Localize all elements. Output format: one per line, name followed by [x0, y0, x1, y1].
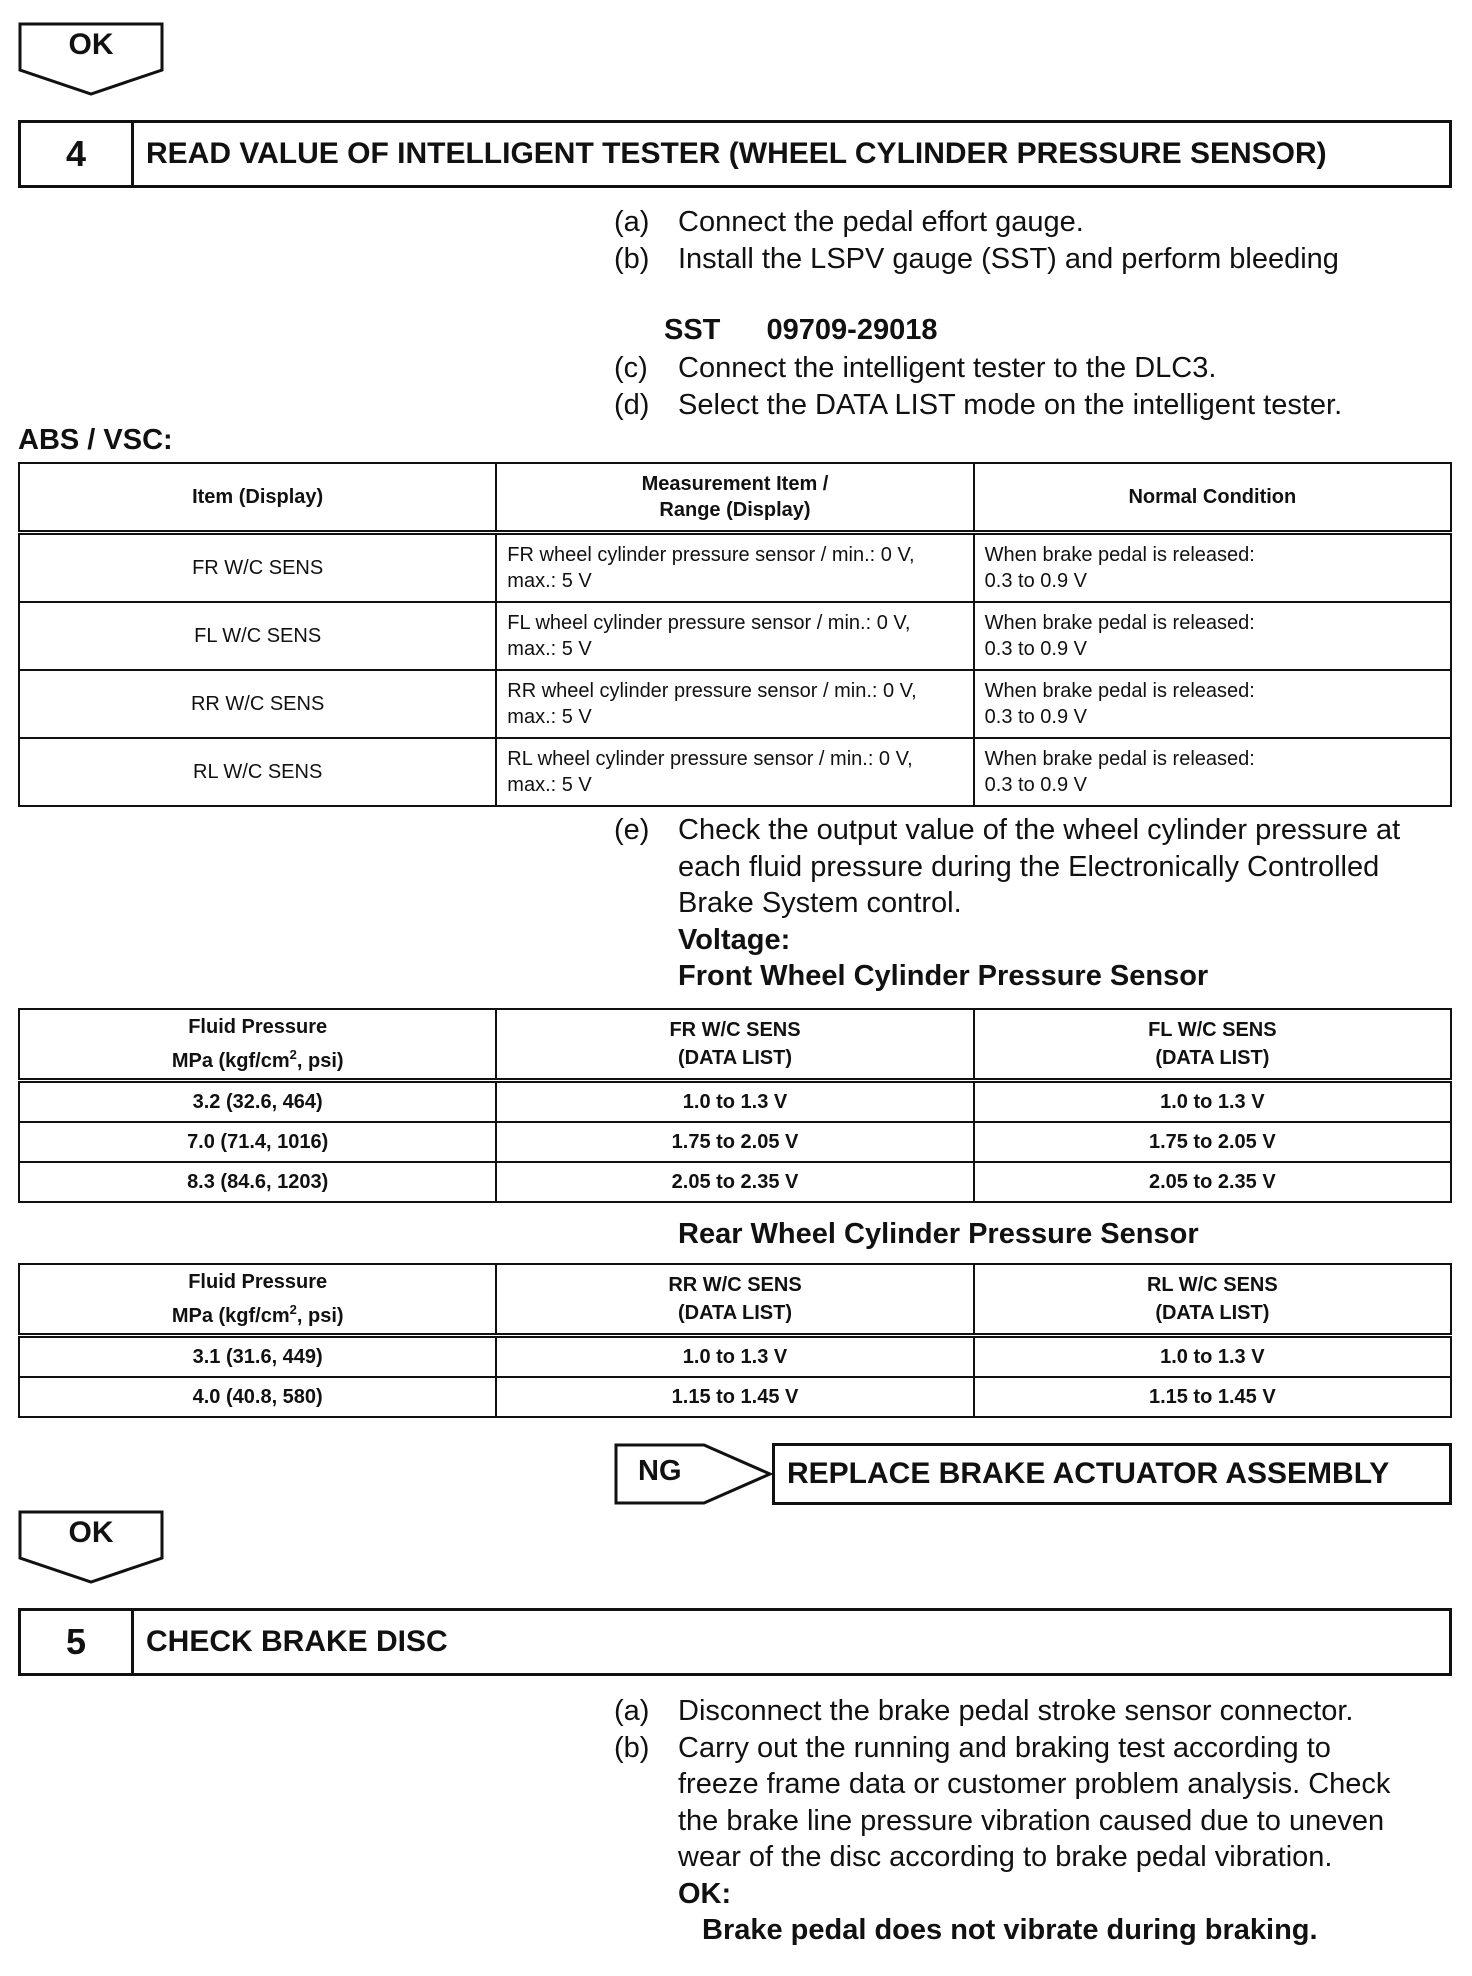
step-5-header — [18, 1608, 1452, 1676]
table-row — [19, 738, 1451, 806]
text-line: wear of the disc according to brake pedal vibration. — [678, 1841, 1333, 1873]
cell-line: 0.3 to 0.9 V — [984, 638, 1087, 660]
column-header: Normal Condition — [974, 463, 1451, 533]
step-4-procedure-e — [614, 812, 1458, 995]
ng-label: NG — [638, 1455, 682, 1487]
sst-label: SST — [664, 314, 721, 346]
rear-table-title: Rear Wheel Cylinder Pressure Sensor — [678, 1218, 1199, 1250]
ok-criteria-text: Brake pedal does not vibrate during braking. — [702, 1914, 1318, 1946]
item-cell: FL W/C SENS — [19, 602, 496, 670]
header-line: , psi) — [296, 1050, 344, 1072]
step-4-procedures-cd — [614, 350, 1458, 423]
procedure-letter: (c) — [614, 352, 648, 384]
header-line: Fluid Pressure — [188, 1016, 328, 1038]
step-number: 5 — [21, 1611, 134, 1673]
voltage-cell: 1.0 to 1.3 V — [974, 1081, 1451, 1123]
procedure-row — [614, 241, 1458, 278]
table-header-row — [19, 463, 1451, 533]
header-line: (DATA LIST) — [677, 1302, 793, 1324]
data-list-table — [18, 462, 1452, 807]
column-header — [19, 1264, 496, 1336]
procedure-text: Disconnect the brake pedal stroke sensor connector. — [678, 1695, 1354, 1727]
cell-line: 0.3 to 0.9 V — [984, 706, 1087, 728]
rear-sensor-table — [18, 1263, 1452, 1418]
header-line: RL W/C SENS — [1146, 1274, 1278, 1296]
range-cell — [496, 602, 973, 670]
header-line: Measurement Item / — [641, 473, 829, 495]
section-label: ABS / VSC: — [18, 424, 173, 456]
header-line: Fluid Pressure — [188, 1271, 328, 1293]
header-line: FR W/C SENS — [669, 1019, 801, 1041]
header-line: (DATA LIST) — [1155, 1302, 1270, 1324]
text-line: Carry out the running and braking test according to — [678, 1731, 1331, 1764]
pressure-cell: 7.0 (71.4, 1016) — [19, 1122, 496, 1162]
column-header — [496, 463, 973, 533]
ng-tag — [614, 1443, 772, 1505]
range-cell — [496, 738, 973, 806]
superscript: 2 — [289, 1302, 297, 1317]
table-header-row — [19, 1009, 1451, 1081]
cell-line: RL wheel cylinder pressure sensor / min.: 0 V, — [507, 748, 913, 770]
voltage-cell: 2.05 to 2.35 V — [974, 1162, 1451, 1202]
procedure-row — [614, 812, 1458, 995]
header-line: RR W/C SENS — [668, 1274, 802, 1296]
voltage-cell: 2.05 to 2.35 V — [496, 1162, 973, 1202]
condition-cell — [974, 533, 1451, 603]
voltage-label: Voltage: — [678, 923, 791, 956]
procedure-text: Install the LSPV gauge (SST) and perform bleeding — [678, 242, 1339, 275]
column-header: Item (Display) — [19, 463, 496, 533]
cell-line: When brake pedal is released: — [984, 680, 1255, 702]
item-cell: FR W/C SENS — [19, 533, 496, 603]
table-row — [19, 602, 1451, 670]
column-header — [496, 1009, 973, 1081]
procedure-letter: (b) — [614, 1731, 650, 1764]
table-row — [19, 533, 1451, 603]
sst-line — [664, 314, 937, 347]
table-row — [19, 1336, 1451, 1378]
table-row — [19, 670, 1451, 738]
pressure-cell: 3.1 (31.6, 449) — [19, 1336, 496, 1378]
cell-line: 0.3 to 0.9 V — [984, 774, 1087, 796]
table-row — [19, 1377, 1451, 1417]
voltage-cell: 1.0 to 1.3 V — [974, 1336, 1451, 1378]
procedure-text: Connect the intelligent tester to the DLC3. — [678, 352, 1217, 384]
condition-cell — [974, 670, 1451, 738]
column-header — [19, 1009, 496, 1081]
header-line: Range (Display) — [659, 499, 811, 521]
procedure-letter: (b) — [614, 242, 650, 275]
item-cell: RR W/C SENS — [19, 670, 496, 738]
procedure-letter: (a) — [614, 1695, 650, 1727]
item-cell: RL W/C SENS — [19, 738, 496, 806]
front-sensor-table — [18, 1008, 1452, 1203]
header-line: MPa (kgf/cm — [171, 1050, 290, 1072]
voltage-cell: 1.15 to 1.45 V — [974, 1377, 1451, 1417]
procedure-text: Connect the pedal effort gauge. — [678, 206, 1084, 238]
sst-number: 09709-29018 — [766, 314, 938, 346]
table-row — [19, 1081, 1451, 1123]
cell-line: When brake pedal is released: — [984, 544, 1255, 566]
voltage-cell: 1.0 to 1.3 V — [496, 1081, 973, 1123]
step-number: 4 — [21, 123, 134, 185]
step-title: CHECK BRAKE DISC — [146, 1625, 448, 1658]
ng-action-box: REPLACE BRAKE ACTUATOR ASSEMBLY — [772, 1443, 1452, 1505]
table-header-row — [19, 1264, 1451, 1336]
header-line: (DATA LIST) — [677, 1047, 793, 1069]
ok-tag-bottom — [18, 1506, 164, 1586]
step-title: READ VALUE OF INTELLIGENT TESTER (WHEEL CYLINDER PRESSURE SENSOR) — [146, 137, 1327, 170]
table-row — [19, 1122, 1451, 1162]
cell-line: FR wheel cylinder pressure sensor / min.: 0 V, — [507, 544, 915, 566]
ok-label: OK — [68, 28, 114, 61]
header-line: MPa (kgf/cm — [171, 1305, 290, 1327]
front-table-title: Front Wheel Cylinder Pressure Sensor — [678, 960, 1209, 992]
range-cell — [496, 533, 973, 603]
cell-line: max.: 5 V — [507, 570, 592, 592]
pressure-cell: 3.2 (32.6, 464) — [19, 1081, 496, 1123]
text-line: each fluid pressure during the Electronically Controlled — [678, 850, 1380, 883]
text-line: the brake line pressure vibration caused due to uneven — [678, 1804, 1385, 1837]
voltage-cell: 1.0 to 1.3 V — [496, 1336, 973, 1378]
cell-line: max.: 5 V — [507, 638, 592, 660]
cell-line: max.: 5 V — [507, 774, 592, 796]
procedure-text — [678, 812, 1458, 995]
procedure-letter: (d) — [614, 388, 650, 421]
procedure-row — [614, 387, 1458, 424]
procedure-text — [678, 1730, 1458, 1949]
cell-line: FL wheel cylinder pressure sensor / min.: 0 V, — [507, 612, 911, 634]
procedure-row — [614, 1693, 1458, 1730]
procedure-row — [614, 1730, 1458, 1949]
cell-line: 0.3 to 0.9 V — [984, 570, 1087, 592]
procedure-row — [614, 204, 1458, 241]
pressure-cell: 8.3 (84.6, 1203) — [19, 1162, 496, 1202]
ok-criteria-label: OK: — [678, 1877, 732, 1910]
header-line: FL W/C SENS — [1148, 1019, 1277, 1041]
column-header — [974, 1264, 1451, 1336]
procedure-letter: (a) — [614, 206, 650, 238]
text-line: Check the output value of the wheel cylinder pressure at — [678, 814, 1401, 846]
voltage-cell: 1.15 to 1.45 V — [496, 1377, 973, 1417]
ok-tag-top — [18, 18, 164, 98]
text-line: Brake System control. — [678, 887, 962, 919]
procedure-text: Select the DATA LIST mode on the intelligent tester. — [678, 388, 1343, 421]
procedure-row — [614, 350, 1458, 387]
condition-cell — [974, 602, 1451, 670]
column-header — [974, 1009, 1451, 1081]
cell-line: max.: 5 V — [507, 706, 592, 728]
ok-label: OK — [68, 1516, 114, 1549]
cell-line: When brake pedal is released: — [984, 612, 1255, 634]
cell-line: When brake pedal is released: — [984, 748, 1255, 770]
pressure-cell: 4.0 (40.8, 580) — [19, 1377, 496, 1417]
procedure-letter: (e) — [614, 814, 650, 846]
header-line: (DATA LIST) — [1155, 1047, 1270, 1069]
voltage-cell: 1.75 to 2.05 V — [496, 1122, 973, 1162]
text-line: freeze frame data or customer problem analysis. Check — [678, 1768, 1391, 1800]
step-4-procedures-ab — [614, 204, 1458, 277]
condition-cell — [974, 738, 1451, 806]
range-cell — [496, 670, 973, 738]
table-row — [19, 1162, 1451, 1202]
voltage-cell: 1.75 to 2.05 V — [974, 1122, 1451, 1162]
superscript: 2 — [289, 1047, 297, 1062]
header-line: , psi) — [296, 1305, 344, 1327]
column-header — [496, 1264, 973, 1336]
step-5-procedures — [614, 1693, 1458, 1949]
step-4-header — [18, 120, 1452, 188]
cell-line: RR wheel cylinder pressure sensor / min.: 0 V, — [507, 680, 917, 702]
